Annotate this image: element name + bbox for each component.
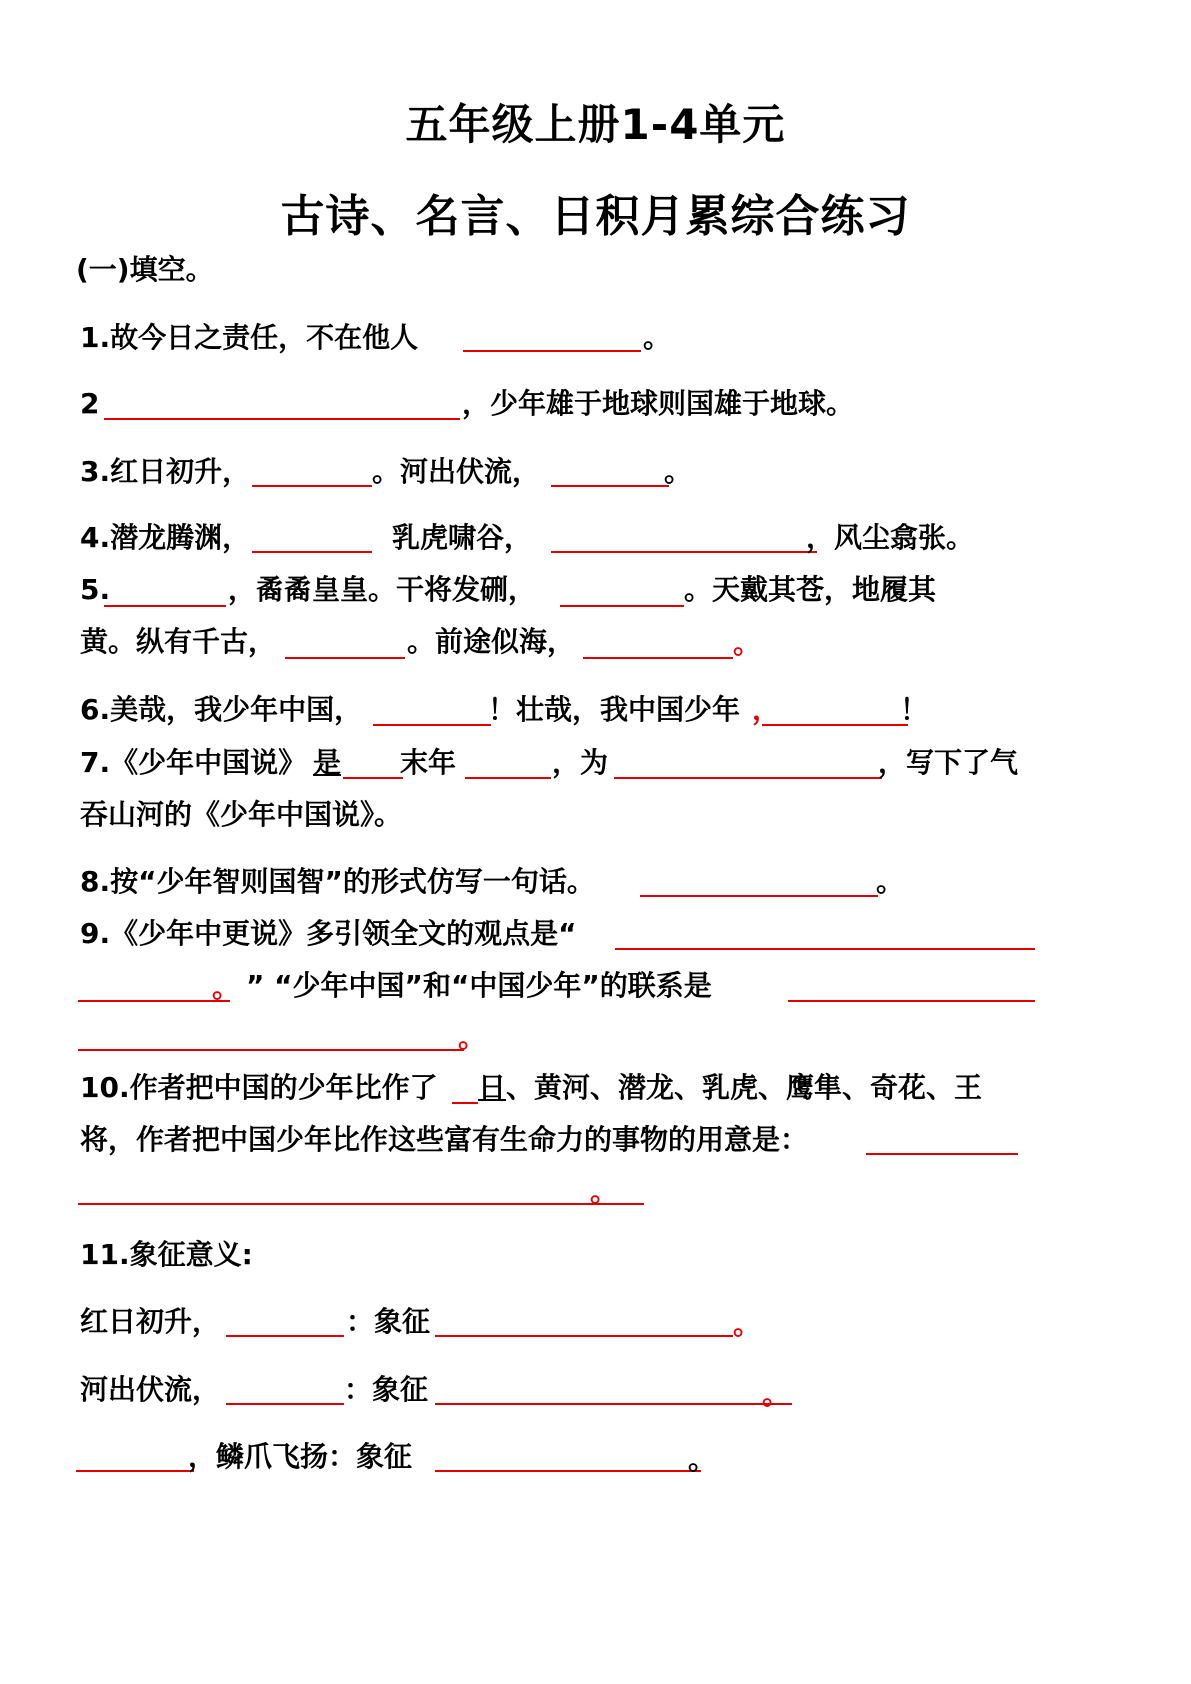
question-9-red-period: 。 (212, 971, 241, 1004)
question-2-number: 2 (80, 387, 100, 420)
question-7-part4: ，写下了气 (878, 746, 1019, 779)
question-6-suffix: ！ (900, 693, 929, 726)
question-3-part2: 。河出伏流， (372, 455, 541, 488)
answer-blank-5a[interactable] (104, 605, 226, 607)
answer-blank-11c[interactable] (226, 1403, 344, 1405)
question-6-part1: 6.美哉，我少年中国， (80, 693, 363, 726)
q11-row1-prefix: 红日初升， (80, 1305, 221, 1338)
answer-blank-9b[interactable] (788, 1000, 1035, 1002)
question-9-middle: ” “少年中国”和“中国少年”的联系是 (246, 969, 712, 1002)
answer-blank-7b[interactable] (465, 777, 551, 779)
answer-blank-1[interactable] (463, 350, 641, 352)
answer-blank-5d[interactable] (583, 657, 733, 659)
question-6-red-comma: ， (752, 693, 781, 726)
question-10-rest: 、黄河、潜龙、乳虎、鹰隼、奇花、王 (506, 1071, 983, 1104)
question-1 (80, 318, 418, 358)
answer-blank-4b[interactable] (551, 551, 817, 553)
q11-row1-middle: ：象征 (346, 1305, 431, 1338)
question-8-suffix: 。 (876, 865, 905, 898)
question-3-part1: 3.红日初升， (80, 455, 251, 488)
q11-row2-period: 。 (762, 1378, 791, 1411)
q11-row3-middle: ，鳞爪飞扬：象征 (188, 1440, 413, 1473)
answer-blank-11b[interactable] (435, 1335, 733, 1337)
question-8-text: 8.按“少年智则国智”的形式仿写一句话。 (80, 865, 595, 898)
question-5-part3: 。天戴其苍，地履其 (684, 573, 937, 606)
question-11-heading: 11.象征意义: (80, 1238, 253, 1271)
question-1-suffix: 。 (643, 321, 672, 354)
question-9-end-period: 。 (458, 1021, 487, 1054)
question-4-suffix: ，风尘翕张。 (806, 521, 975, 554)
question-6-part2: ！壮哉，我中国少年 (488, 693, 741, 726)
answer-blank-3a[interactable] (252, 485, 372, 487)
answer-blank-11a[interactable] (226, 1335, 344, 1337)
answer-blank-5b[interactable] (560, 605, 684, 607)
question-9-text: 9.《少年中更说》多引领全文的观点是“ (80, 917, 577, 950)
question-10-underlined-word: 日 (478, 1071, 507, 1104)
question-10-prefix: 10.作者把中国的少年比作了 (80, 1071, 438, 1104)
answer-blank-9a-continued[interactable] (78, 1000, 230, 1002)
answer-blank-4a[interactable] (252, 551, 372, 553)
question-7-underlined-word: 是 (313, 746, 342, 779)
answer-blank-5c[interactable] (285, 657, 405, 659)
question-5-red-period: 。 (733, 627, 762, 660)
question-10-end-period: 。 (590, 1175, 619, 1208)
answer-blank-7c[interactable] (614, 777, 882, 779)
answer-blank-7a[interactable] (343, 777, 403, 779)
answer-blank-11f[interactable] (435, 1470, 701, 1472)
answer-blank-2[interactable] (104, 418, 460, 420)
answer-blank-11e[interactable] (76, 1470, 194, 1472)
question-7-part3: ，为 (552, 746, 609, 779)
page-title: 五年级上册1-4单元 (405, 100, 786, 149)
page-subtitle: 古诗、名言、日积月累综合练习 (280, 191, 911, 242)
question-7-part2: 末年 (400, 746, 457, 779)
question-1-text: 1.故今日之责任，不在他人 (80, 321, 419, 354)
question-10-line2: 将，作者把中国少年比作这些富有生命力的事物的用意是： (80, 1123, 809, 1156)
answer-blank-3b[interactable] (551, 485, 669, 487)
q11-row1-period: 。 (733, 1308, 762, 1341)
answer-blank-6a[interactable] (373, 724, 491, 726)
question-4-part1: 4.潜龙腾渊， (80, 521, 251, 554)
answer-blank-10b[interactable] (866, 1153, 1018, 1155)
question-3-suffix: 。 (664, 455, 693, 488)
answer-blank-10b-continued[interactable] (78, 1203, 644, 1205)
answer-blank-9b-continued[interactable] (78, 1049, 464, 1051)
question-2-text: ，少年雄于地球则国雄于地球。 (462, 387, 855, 420)
answer-blank-11d[interactable] (435, 1403, 792, 1405)
answer-blank-6b[interactable] (762, 724, 908, 726)
answer-blank-8[interactable] (640, 895, 878, 897)
q11-row2-middle: ：象征 (344, 1373, 429, 1406)
section-heading: (一)填空。 (76, 253, 214, 286)
answer-blank-9a[interactable] (615, 948, 1035, 950)
answer-blank-10a[interactable] (452, 1102, 478, 1104)
question-5-line2-part2: 。前途似海， (407, 625, 576, 658)
question-4-part2: 乳虎啸谷， (392, 521, 533, 554)
question-5-number: 5. (80, 573, 111, 606)
q11-row2-prefix: 河出伏流， (80, 1373, 221, 1406)
question-7-line2: 吞山河的《少年中国说》。 (80, 798, 403, 831)
question-7-part1: 7.《少年中国说》 (80, 746, 307, 779)
question-5-line2-part1: 黄。纵有千古， (80, 625, 277, 658)
question-5-part2: ，矞矞皇皇。干将发硎， (228, 573, 537, 606)
q11-row3-period: 。 (688, 1443, 717, 1476)
